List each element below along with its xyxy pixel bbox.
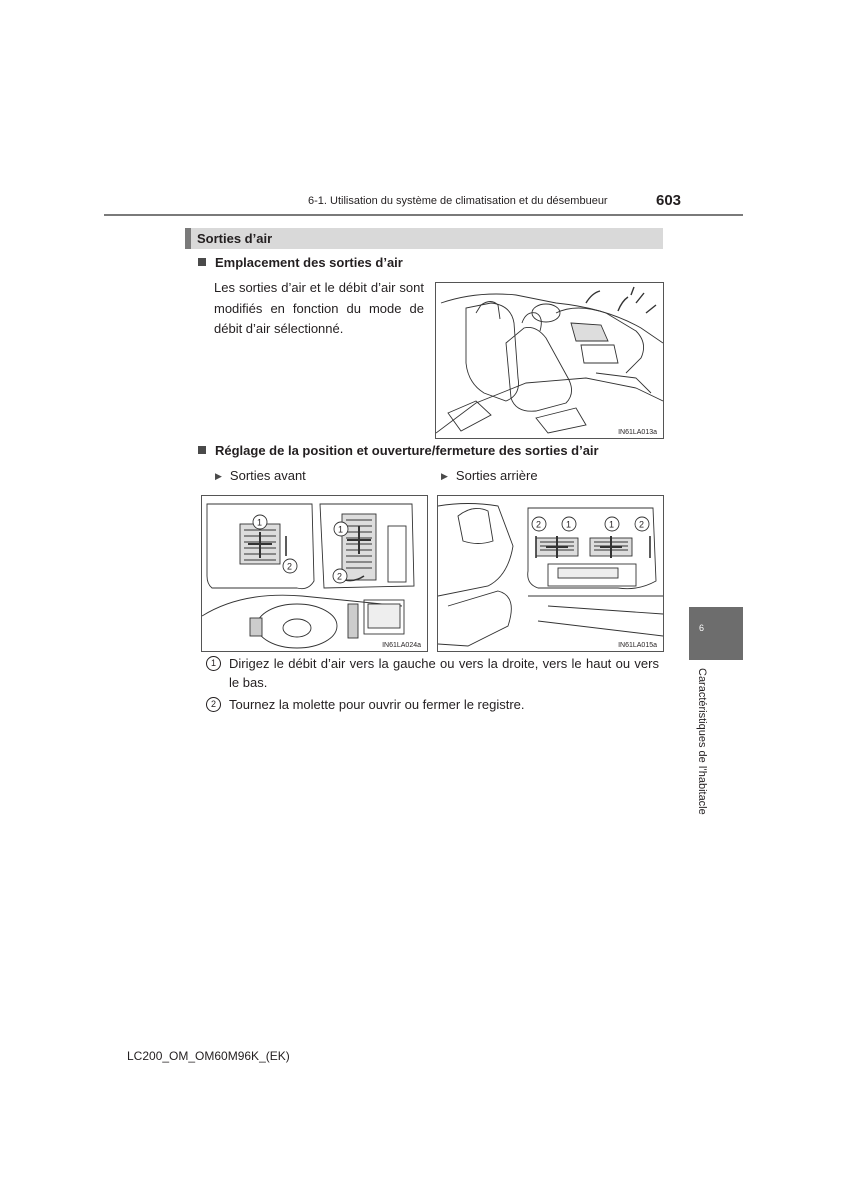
subheading-front-outlets [215,468,306,483]
page-number: 603 [656,192,682,209]
item-text: Tournez la molette pour ouvrir ou fermer le registre. [229,697,525,712]
numbered-item [206,695,659,714]
numbered-item [206,654,659,692]
header-rule [104,214,743,216]
section-title: Sorties d’air [197,231,273,246]
chapter-number: 6 [699,623,705,633]
callout-2: 2 [287,561,293,572]
item-number: 1 [206,656,221,671]
subheading-text: Sorties avant [229,468,306,483]
callout-2: 2 [639,519,645,530]
item-text: Dirigez le débit d’air vers la gauche ou vers la droite, vers le haut ou vers le bas. [229,656,659,690]
rear-outlets-illustration [437,495,664,652]
figure-code: IN61LA015a [618,642,657,649]
running-header: 6-1. Utilisation du système de climatisation et du désembueur [308,195,608,207]
front-outlets-illustration [201,495,428,652]
item-number: 2 [206,697,221,712]
callout-1: 1 [338,524,344,535]
triangle-bullet-icon: ▶ [441,471,448,481]
heading-text: Réglage de la position et ouverture/fermeture des sorties d’air [215,443,599,458]
chapter-tab [689,607,743,660]
callout-2: 2 [337,571,343,582]
figure-code: IN61LA013a [618,429,657,436]
triangle-bullet-icon: ▶ [215,471,222,481]
callout-2: 2 [536,519,542,530]
heading-text: Emplacement des sorties d’air [215,255,403,270]
subheading-text: Sorties arrière [455,468,538,483]
callout-1: 1 [257,517,263,528]
chapter-label: Caractéristiques de l’habitacle [696,668,708,815]
square-bullet-icon [198,446,206,454]
cabin-air-outlet-illustration [435,282,664,439]
subheading-rear-outlets [441,468,538,483]
heading-air-outlet-location [198,255,403,270]
section-title-bar [185,228,663,249]
square-bullet-icon [198,258,206,266]
location-paragraph: Les sorties d’air et le débit d’air sont modifiés en fonction du mode de débit d’air sélectionné. [214,280,424,336]
callout-1: 1 [566,519,572,530]
figure-code: IN61LA024a [382,642,421,649]
section-accent [185,228,191,249]
heading-outlet-adjustment [198,443,599,458]
callout-1: 1 [609,519,615,530]
footer-doc-code: LC200_OM_OM60M96K_(EK) [127,1049,290,1063]
